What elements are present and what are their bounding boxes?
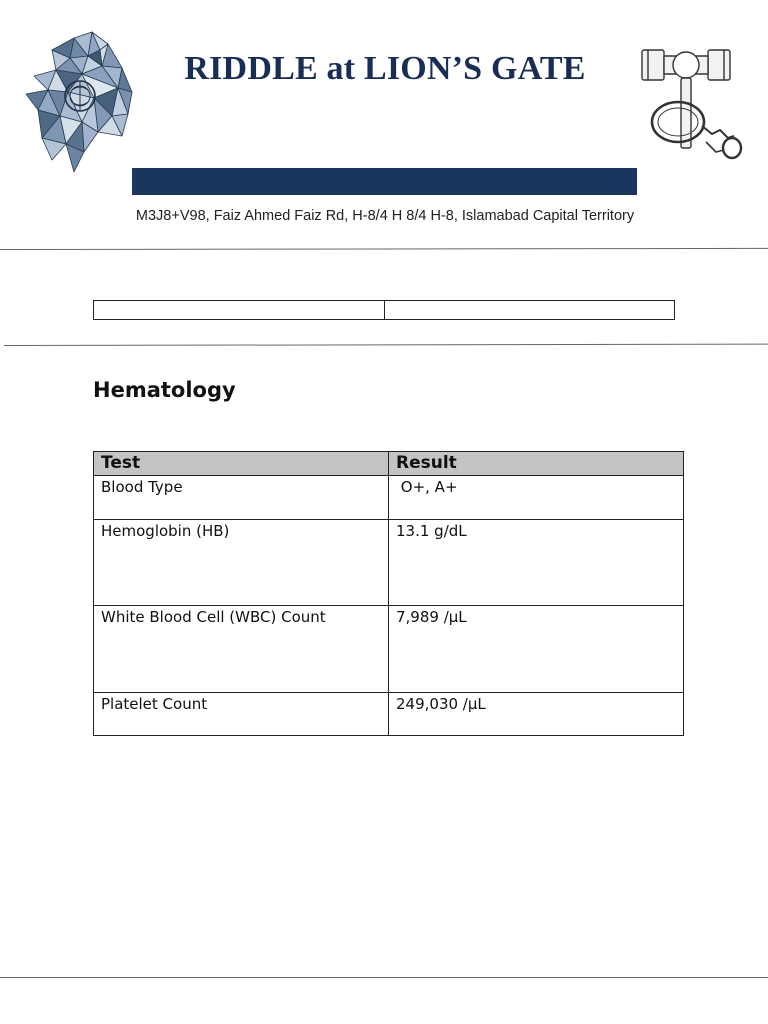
header-banner-bar xyxy=(132,168,637,195)
hematology-results-table xyxy=(93,451,684,736)
table-row xyxy=(94,693,684,736)
table-row xyxy=(94,520,684,606)
patient-info-right-cell xyxy=(384,301,675,320)
test-name-cell: Hemoglobin (HB) xyxy=(94,520,389,606)
lion-head-mosaic-icon xyxy=(22,28,138,174)
gavel-handcuffs-icon xyxy=(636,44,744,162)
test-name-cell: White Blood Cell (WBC) Count xyxy=(94,606,389,693)
footer-divider xyxy=(0,977,768,978)
result-value-cell: 249,030 /µL xyxy=(389,693,684,736)
organization-title: RIDDLE at LION’S GATE xyxy=(184,50,586,87)
table-row xyxy=(94,606,684,693)
table-header-row xyxy=(94,452,684,476)
column-header-result: Result xyxy=(389,452,684,476)
patient-info-left-cell xyxy=(94,301,385,320)
test-name-cell: Blood Type xyxy=(94,476,389,520)
result-value-cell: O+, A+ xyxy=(389,476,684,520)
patient-info-table xyxy=(93,300,675,320)
organization-address: M3J8+V98, Faiz Ahmed Faiz Rd, H-8/4 H 8/4 H-8, Islamabad Capital Territory xyxy=(135,208,635,224)
section-title: Hematology xyxy=(93,378,236,402)
table-row xyxy=(94,476,684,520)
result-value-cell: 13.1 g/dL xyxy=(389,520,684,606)
header-divider xyxy=(0,248,768,250)
test-name-cell: Platelet Count xyxy=(94,693,389,736)
result-value-cell: 7,989 /µL xyxy=(389,606,684,693)
column-header-test: Test xyxy=(94,452,389,476)
info-divider xyxy=(4,344,768,346)
